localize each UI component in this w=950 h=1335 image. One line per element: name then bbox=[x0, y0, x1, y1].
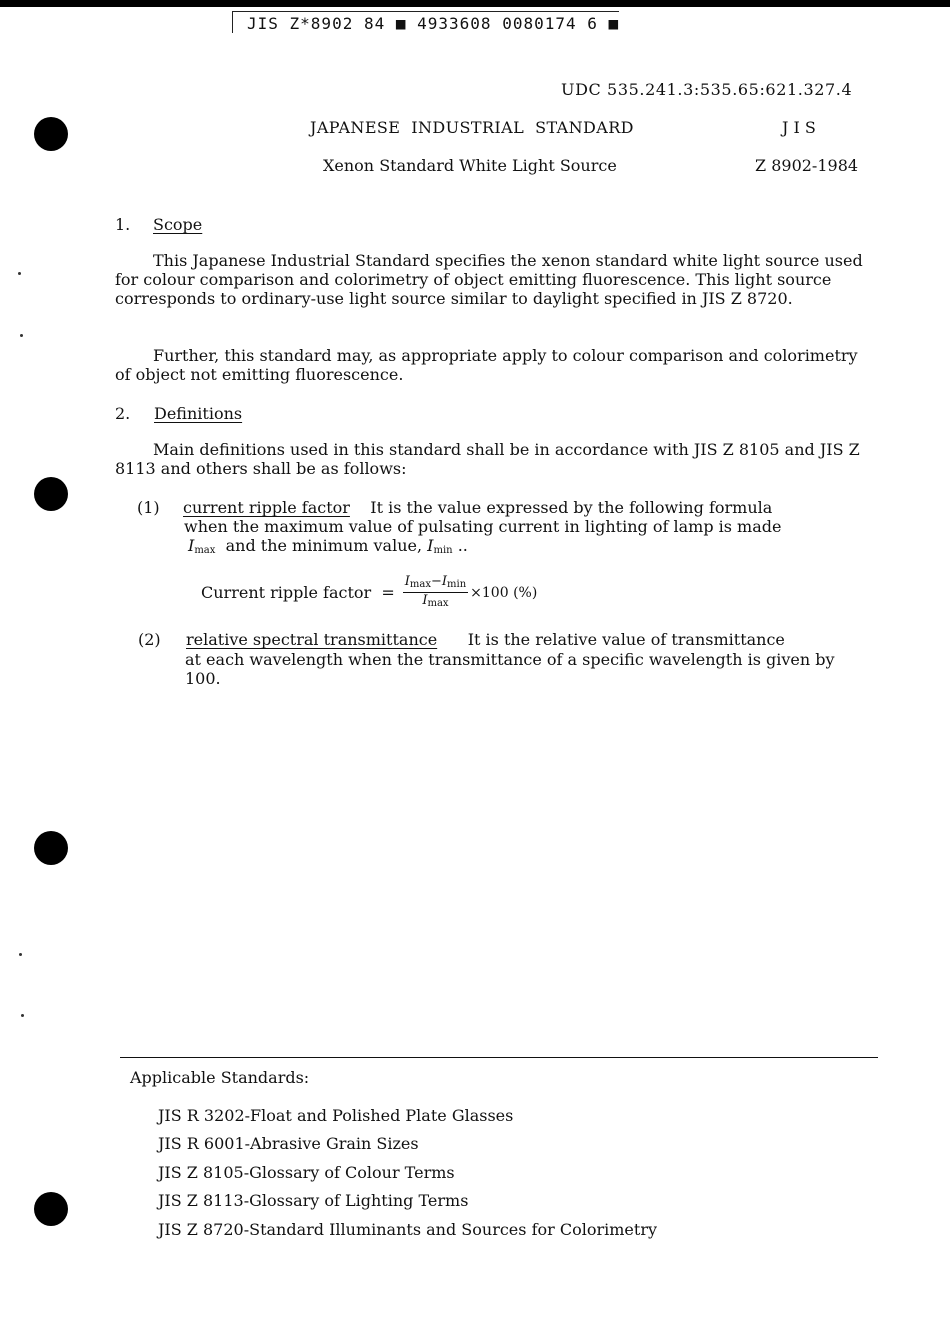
ocr-code-line: JIS Z*8902 84 ■ 4933608 0080174 6 ■ bbox=[232, 11, 619, 33]
standard-number: Z 8902-1984 bbox=[755, 156, 859, 175]
item-number: (1) bbox=[137, 498, 160, 517]
scan-speck bbox=[20, 334, 23, 337]
section-number: 1. bbox=[115, 215, 131, 234]
formula-fraction bbox=[403, 574, 468, 611]
scope-paragraph-2: Further, this standard may, as appropriate apply to colour comparison and colorimetry of object not emitting fluorescence. bbox=[115, 346, 858, 384]
definition-text: It is the relative value of transmittance bbox=[467, 630, 785, 649]
term-relative-spectral-transmittance: relative spectral transmittance bbox=[186, 630, 438, 649]
definitions-intro: Main definitions used in this standard shall be in accordance with JIS Z 8105 and JIS Z 8113 and others shall be as follows: bbox=[115, 440, 860, 478]
applicable-standard-item: JIS Z 8105-Glossary of Colour Terms bbox=[158, 1163, 455, 1182]
formula-numerator: $I_{max}-I_{min}$ bbox=[403, 574, 468, 593]
definition-relative-spectral-transmittance-line-1 bbox=[186, 630, 785, 649]
applicable-standards-heading: Applicable Standards: bbox=[130, 1068, 310, 1087]
definition-current-ripple-factor-line-2: when the maximum value of pulsating current in lighting of lamp is made bbox=[184, 517, 782, 536]
section-heading-scope: Scope bbox=[153, 215, 203, 234]
imax-symbol: $I_{max}$ bbox=[188, 536, 216, 556]
applicable-standard-item: JIS Z 8720-Standard Illuminants and Sources for Colorimetry bbox=[158, 1220, 658, 1239]
scan-speck bbox=[18, 272, 21, 275]
term-current-ripple-factor: current ripple factor bbox=[183, 498, 350, 517]
applicable-standard-item: JIS Z 8113-Glossary of Lighting Terms bbox=[158, 1191, 469, 1210]
applicable-standard-item: JIS R 3202-Float and Polished Plate Glasses bbox=[158, 1106, 514, 1125]
definition-text: It is the value expressed by the following formula bbox=[370, 498, 773, 517]
udc-number: UDC 535.241.3:535.65:621.327.4 bbox=[561, 80, 853, 99]
punch-hole bbox=[34, 117, 68, 151]
current-ripple-factor-formula bbox=[201, 574, 537, 611]
scan-speck bbox=[21, 1014, 24, 1017]
punch-hole bbox=[34, 477, 68, 511]
applicable-standard-item: JIS R 6001-Abrasive Grain Sizes bbox=[158, 1134, 419, 1153]
section-number: 2. bbox=[115, 404, 131, 423]
definition-current-ripple-factor-line-1 bbox=[183, 498, 772, 517]
standard-title: Xenon Standard White Light Source bbox=[323, 156, 617, 175]
punch-hole bbox=[34, 1192, 68, 1226]
imin-symbol: $I_{min}$ bbox=[427, 536, 453, 556]
definition-relative-spectral-transmittance-cont: at each wavelength when the transmittance of a specific wavelength is given by 100. bbox=[185, 650, 835, 688]
section-heading-definitions: Definitions bbox=[154, 404, 243, 423]
formula-label: Current ripple factor = bbox=[201, 583, 395, 602]
footnote-divider bbox=[120, 1057, 878, 1058]
jis-mark: J I S bbox=[782, 118, 816, 137]
definition-current-ripple-factor-line-3: $I_{max}$ and the minimum value, $I_{min}$ .. bbox=[188, 536, 468, 556]
formula-denominator: $I_{max}$ bbox=[422, 593, 449, 609]
item-number: (2) bbox=[138, 630, 161, 649]
punch-hole bbox=[34, 831, 68, 865]
organization-heading: JAPANESE INDUSTRIAL STANDARD bbox=[310, 118, 634, 137]
formula-multiplier: ×100 (%) bbox=[470, 584, 538, 601]
scan-speck bbox=[19, 953, 22, 956]
scan-top-border bbox=[0, 0, 950, 7]
scope-paragraph-1: This Japanese Industrial Standard specifies the xenon standard white light source used for colour comparison and colorimetry of object emitting fluorescence. This light source corresponds to ordinary-use light source similar to daylight specified in JIS Z 8720. bbox=[115, 251, 863, 308]
